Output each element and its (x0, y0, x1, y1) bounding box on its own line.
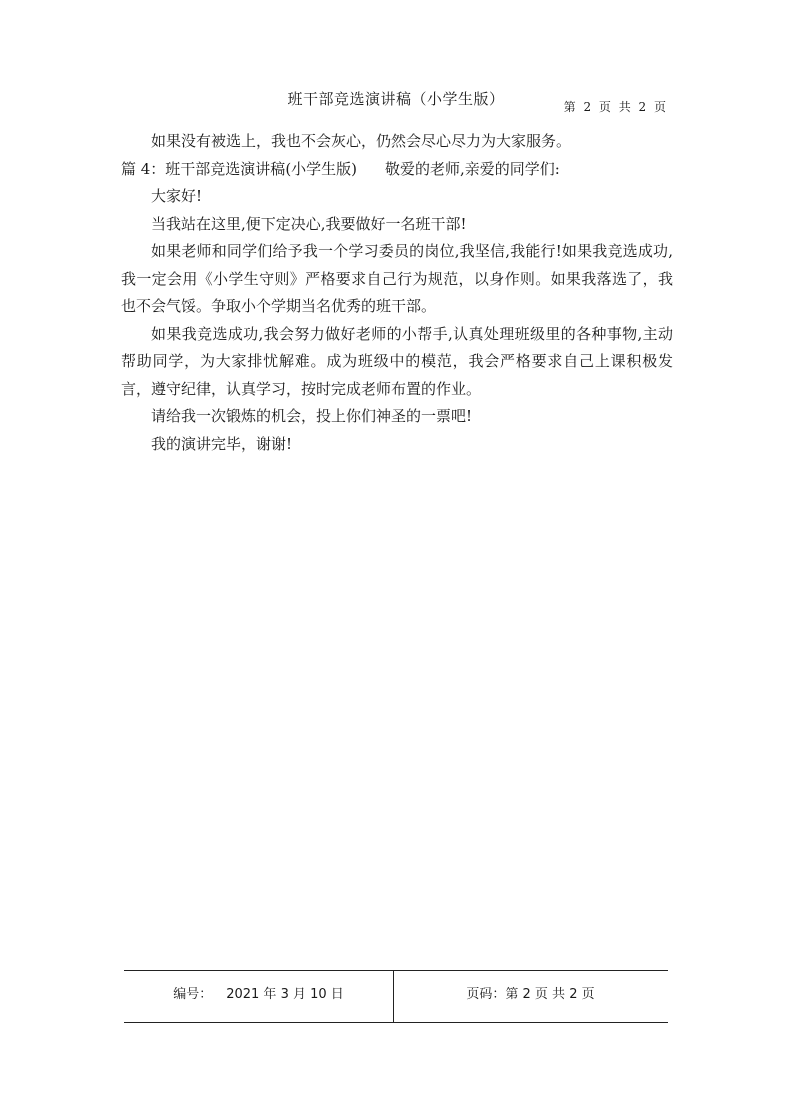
paragraph: 如果没有被选上，我也不会灰心，仍然会尽心尽力为大家服务。 (151, 132, 572, 150)
document-title: 班干部竞选演讲稿（小学生版） (287, 90, 505, 108)
footer-page: 页码：第 2 页 共 2 页 (466, 987, 595, 1002)
paragraph: 大家好! (151, 187, 203, 205)
paragraph: 当我站在这里,便下定决心,我要做好一名班干部! (151, 214, 467, 233)
paragraph: 如果老师和同学们给予我一个学习委员的岗位,我坚信,我能行!如果我竞选成功,我一定会用《小学生守则》严格要求自己行为规范，以身作则。如果我落选了，我也不会气馁。争取小个学期当名优秀的班干部。 (121, 242, 673, 315)
footer-number-label: 编号： (173, 987, 213, 1002)
header-page-info: 第 2 页 共 2 页 (563, 100, 668, 114)
paragraph: 如果我竞选成功,我会努力做好老师的小帮手,认真处理班级里的各种事物,主动帮助同学，为大家排忧解难。成为班级中的模范，我会严格要求自己上课积极发言，遵守纪律，认真学习，按时完成老师布置的作业。 (121, 324, 673, 398)
paragraph: 我的演讲完毕，谢谢! (151, 434, 293, 453)
paragraph: 请给我一次锻炼的机会，投上你们神圣的一票吧! (151, 407, 473, 425)
section-title: 篇 4：班干部竞选演讲稿(小学生版) (121, 159, 358, 178)
greeting: 敬爱的老师,亲爱的同学们: (385, 159, 560, 178)
footer-number-value: 2021 年 3 月 10 日 (226, 987, 344, 1002)
footer-bottom-rule (124, 1022, 668, 1023)
footer-number (124, 983, 393, 1002)
section-heading (121, 156, 673, 184)
footer-top-rule (124, 970, 668, 971)
document-body (121, 128, 673, 458)
